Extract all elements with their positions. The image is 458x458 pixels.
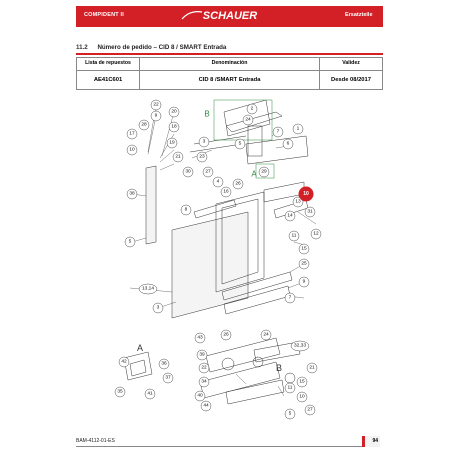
door-assembly <box>146 100 308 318</box>
svg-text:41: 41 <box>147 391 153 397</box>
callout-41 <box>145 389 155 399</box>
callout-36 <box>159 359 169 369</box>
svg-text:5: 5 <box>288 411 292 417</box>
svg-text:32,33: 32,33 <box>293 343 307 349</box>
svg-text:42: 42 <box>121 359 127 365</box>
svg-text:26: 26 <box>223 332 229 338</box>
callout-24-b <box>261 330 271 340</box>
callout-37 <box>163 373 173 383</box>
table-row <box>77 71 383 90</box>
callout-20 <box>169 107 179 117</box>
callout-10-b <box>297 392 307 402</box>
svg-text:16: 16 <box>223 189 229 195</box>
callout-29 <box>259 167 269 177</box>
svg-text:24: 24 <box>245 117 251 123</box>
callout-42 <box>119 357 129 367</box>
callout-15 <box>299 244 309 254</box>
callout-19 <box>167 138 177 148</box>
callout-35 <box>115 387 125 397</box>
table-header-row <box>77 58 383 71</box>
callout-10 <box>127 145 137 155</box>
callout-5 <box>235 139 245 149</box>
view-label-a: A <box>251 169 257 179</box>
callout-5-c <box>285 409 295 419</box>
highlighted-callout-marker <box>299 187 313 201</box>
svg-text:3: 3 <box>202 139 206 145</box>
svg-text:43: 43 <box>197 335 203 341</box>
callout-9 <box>151 111 161 121</box>
callout-2 <box>247 104 257 114</box>
callout-14 <box>285 211 295 221</box>
svg-text:10: 10 <box>303 191 309 197</box>
callout-12 <box>311 229 321 239</box>
svg-text:35: 35 <box>117 389 123 395</box>
svg-text:21: 21 <box>175 154 181 160</box>
svg-text:20: 20 <box>171 109 177 115</box>
table-cell: AE41C601 <box>77 71 140 90</box>
svg-text:2: 2 <box>250 106 254 112</box>
parts-list-table <box>76 57 383 90</box>
product-name: COMPIDENT II <box>84 12 124 18</box>
callout-31 <box>305 207 315 217</box>
svg-text:31: 31 <box>307 209 313 215</box>
section-number: 11.2 <box>76 44 88 51</box>
callout-15-b <box>297 377 307 387</box>
svg-text:6: 6 <box>286 141 290 147</box>
svg-text:18: 18 <box>171 124 177 130</box>
detail-b-title: B <box>275 363 283 373</box>
svg-text:23: 23 <box>199 154 205 160</box>
callout-27-b <box>305 405 315 415</box>
callout-40 <box>195 391 205 401</box>
callout-24 <box>243 115 253 125</box>
callout-38 <box>127 189 137 199</box>
document-id: BAM-4112-01-ES <box>76 438 115 444</box>
svg-text:14: 14 <box>287 213 293 219</box>
callout-5-b <box>125 237 135 247</box>
svg-text:5: 5 <box>128 239 132 245</box>
page-number: 94 <box>362 436 380 447</box>
svg-text:1: 1 <box>296 126 300 132</box>
callout-6 <box>283 139 293 149</box>
svg-text:3: 3 <box>156 305 160 311</box>
svg-text:29: 29 <box>261 169 267 175</box>
callout-18 <box>169 122 179 132</box>
callout-26 <box>233 179 243 189</box>
section-title <box>76 44 226 51</box>
column-header: Validez <box>320 58 383 71</box>
svg-text:27: 27 <box>205 169 211 175</box>
svg-text:13,14: 13,14 <box>141 286 155 292</box>
callout-4 <box>213 177 223 187</box>
svg-text:30: 30 <box>185 169 191 175</box>
svg-text:4: 4 <box>216 179 220 185</box>
callout-22 <box>151 100 161 110</box>
footer-divider <box>76 446 372 447</box>
brand-text: SCHAUER <box>202 10 258 22</box>
callout-39 <box>197 350 207 360</box>
svg-text:26: 26 <box>235 181 241 187</box>
svg-text:37: 37 <box>165 375 171 381</box>
callout-3-b <box>153 303 163 313</box>
column-header: Lista de repuestos <box>77 58 140 71</box>
svg-text:17: 17 <box>129 131 135 137</box>
callout-44 <box>201 401 211 411</box>
svg-text:11: 11 <box>291 233 297 239</box>
callout-3 <box>199 137 209 147</box>
svg-text:19: 19 <box>169 140 175 146</box>
svg-text:5: 5 <box>238 141 242 147</box>
callout-28 <box>139 120 149 130</box>
svg-text:10: 10 <box>299 394 305 400</box>
svg-text:38: 38 <box>129 191 135 197</box>
svg-text:39: 39 <box>199 352 205 358</box>
svg-text:44: 44 <box>203 403 209 409</box>
svg-text:22: 22 <box>153 102 159 108</box>
schauer-logo <box>180 8 276 24</box>
table-cell: Desde 08/2017 <box>320 71 383 90</box>
callout-17 <box>127 129 137 139</box>
svg-text:11: 11 <box>287 385 293 391</box>
svg-text:9: 9 <box>302 279 306 285</box>
detail-a-title: A <box>136 343 144 353</box>
svg-text:15: 15 <box>299 379 305 385</box>
callout-11-b <box>285 383 295 393</box>
callout-21 <box>173 152 183 162</box>
callout-7 <box>273 127 283 137</box>
svg-text:27: 27 <box>307 407 313 413</box>
svg-text:22: 22 <box>201 365 207 371</box>
column-header: Denominación <box>140 58 320 71</box>
svg-text:40: 40 <box>197 393 203 399</box>
svg-text:15: 15 <box>301 246 307 252</box>
callout-11 <box>289 231 299 241</box>
svg-text:13: 13 <box>295 199 301 205</box>
callout-32-33 <box>291 341 309 351</box>
callout-8 <box>181 205 191 215</box>
svg-text:21: 21 <box>309 365 315 371</box>
section-divider <box>76 53 383 55</box>
callout-21-b <box>307 363 317 373</box>
callout-7-b <box>285 293 295 303</box>
callout-22-b <box>199 363 209 373</box>
svg-text:7: 7 <box>276 129 280 135</box>
callout-16 <box>221 187 231 197</box>
section-title-text: Número de pedido – CID 8 / SMART Entrada <box>97 44 227 51</box>
svg-text:8: 8 <box>184 207 188 213</box>
svg-text:36: 36 <box>161 361 167 367</box>
callout-27 <box>203 167 213 177</box>
view-label-b: B <box>204 109 210 119</box>
exploded-parts-diagram <box>76 92 383 432</box>
callout-25 <box>299 259 309 269</box>
header-section-label: Ersatzteile <box>345 12 373 18</box>
callout-23 <box>197 152 207 162</box>
callout-43 <box>195 333 205 343</box>
svg-text:28: 28 <box>141 122 147 128</box>
svg-text:25: 25 <box>301 261 307 267</box>
svg-text:24: 24 <box>263 332 269 338</box>
table-cell: CID 8 /SMART Entrada <box>140 71 320 90</box>
svg-text:12: 12 <box>313 231 319 237</box>
callout-34 <box>199 377 209 387</box>
callout-13-14 <box>139 284 157 294</box>
svg-text:7: 7 <box>288 295 292 301</box>
callout-30 <box>183 167 193 177</box>
callout-1 <box>293 124 303 134</box>
svg-text:10: 10 <box>129 147 135 153</box>
callout-26-b <box>221 330 231 340</box>
svg-text:9: 9 <box>154 113 158 119</box>
callout-9-b <box>299 277 309 287</box>
svg-text:34: 34 <box>201 379 207 385</box>
